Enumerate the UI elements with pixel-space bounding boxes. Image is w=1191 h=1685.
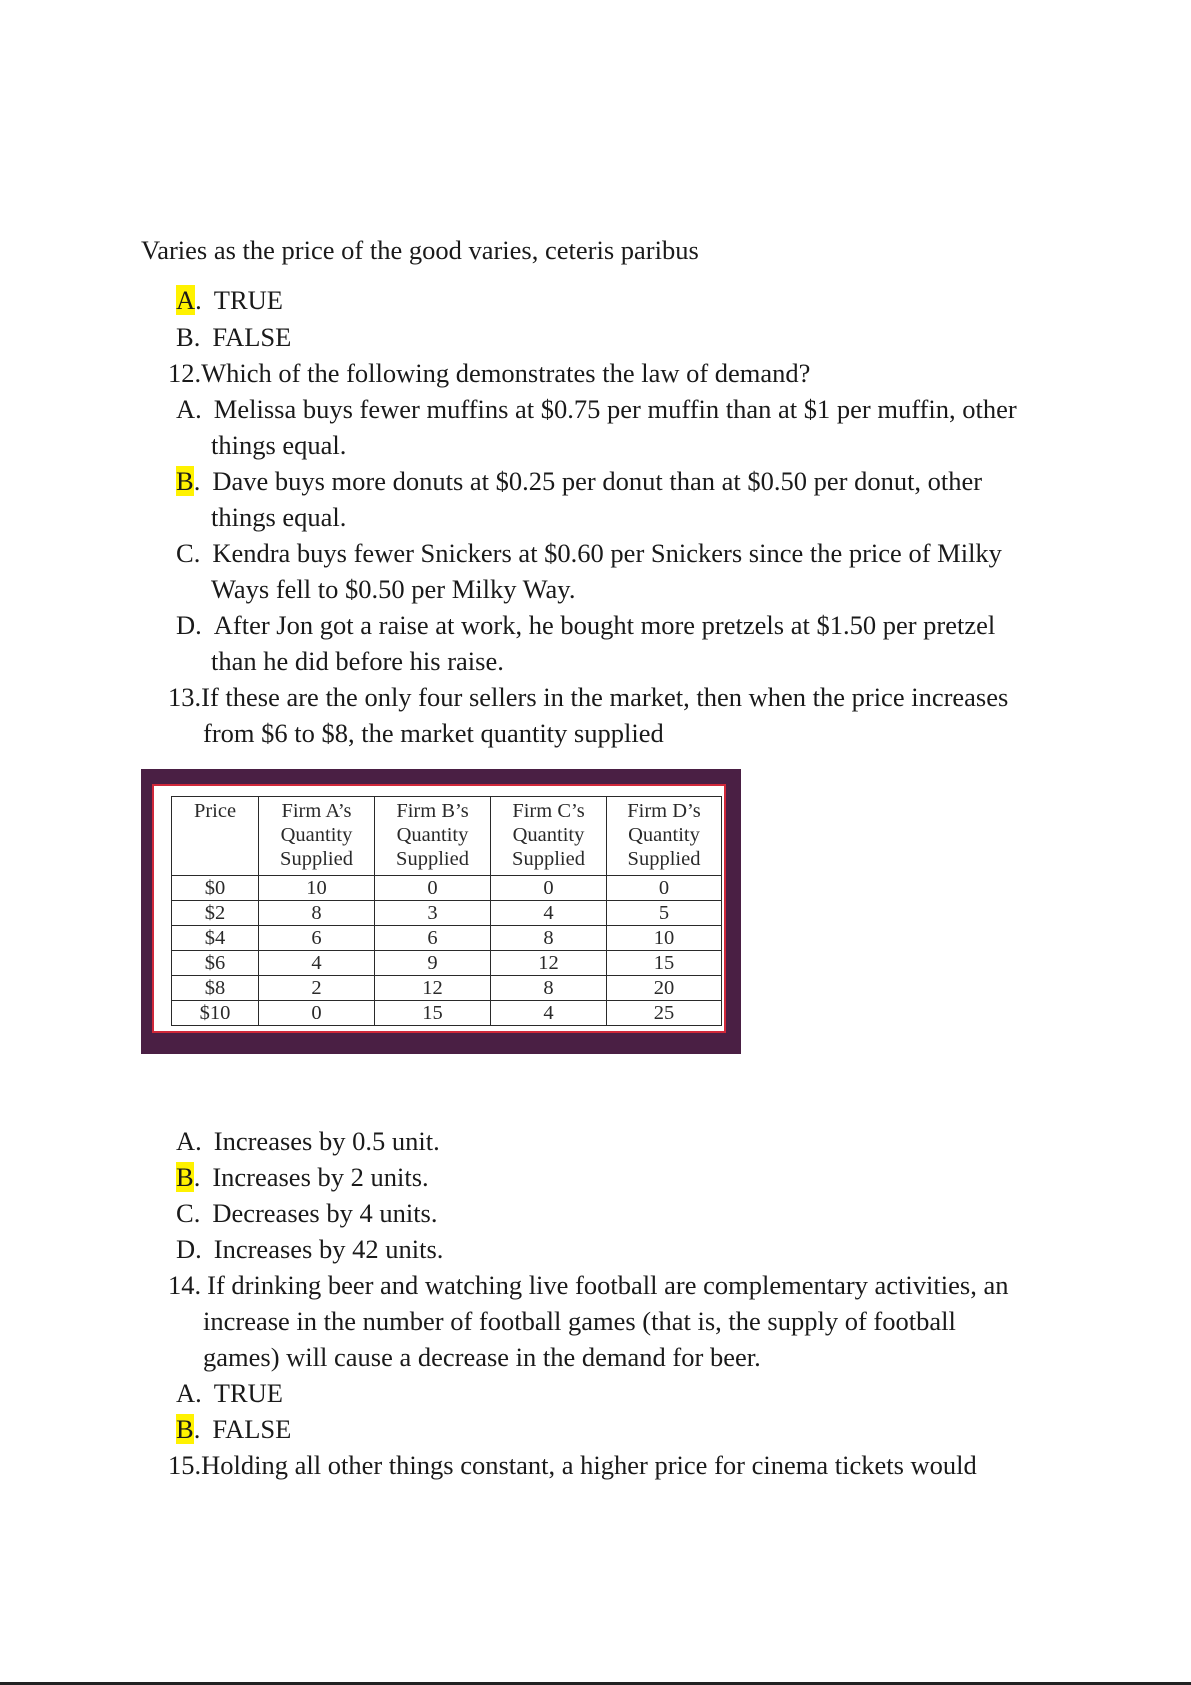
quantity-cell: 4 [491,1001,607,1026]
supply-table-frame [141,769,741,1054]
quantity-cell: 8 [491,926,607,951]
quantity-cell: 0 [375,876,491,901]
quantity-cell: 4 [491,901,607,926]
q12-option-a[interactable] [176,392,1017,426]
option-text: After Jon got a raise at work, he bought more pretzels at $1.50 per pretzel [213,610,996,640]
quantity-cell: 25 [607,1001,722,1026]
quantity-cell: 12 [375,976,491,1001]
quantity-cell: 2 [259,976,375,1001]
q13-option-b[interactable] [176,1160,429,1194]
option-letter: A [176,1378,196,1408]
option-separator: . [195,1378,202,1408]
q12-option-a-cont: things equal. [211,430,347,460]
option-separator: . [195,394,202,424]
option-text: Decreases by 4 units. [212,1198,438,1228]
answer-highlight: A [176,285,196,315]
q14-question-cont-2: games) will cause a decrease in the demand for beer. [203,1342,761,1372]
quantity-cell: 8 [491,976,607,1001]
quantity-cell: 10 [259,876,375,901]
quantity-cell: 15 [375,1001,491,1026]
option-separator: . [193,1414,201,1444]
option-separator: . [195,285,202,315]
q13-option-d[interactable] [176,1232,443,1266]
q12-option-c[interactable] [176,536,1002,570]
quantity-cell: 20 [607,976,722,1001]
q13-option-a[interactable] [176,1124,440,1158]
q11-option-b[interactable] [176,320,291,354]
header-firm-b: Firm B’s Quantity Supplied [375,797,491,876]
q12-option-d-cont: than he did before his raise. [211,646,504,676]
option-letter: D [176,1234,196,1264]
option-separator: . [195,1126,202,1156]
option-separator: . [193,538,201,568]
q15-question [168,1448,977,1482]
price-cell: $2 [172,901,259,926]
price-cell: $8 [172,976,259,1001]
option-separator: . [193,1162,201,1192]
quantity-cell: 12 [491,951,607,976]
q12-option-c-cont: Ways fell to $0.50 per Milky Way. [211,574,576,604]
option-letter: A [176,1126,196,1156]
table-row [172,876,722,901]
option-separator: . [195,1234,202,1264]
price-cell: $4 [172,926,259,951]
option-separator: . [195,610,202,640]
price-cell: $0 [172,876,259,901]
question-text: If these are the only four sellers in the market, then when the price increases [201,682,1009,712]
question-number: 13. [168,682,202,712]
header-firm-c: Firm C’s Quantity Supplied [491,797,607,876]
supply-table-panel [152,784,726,1033]
option-separator: . [193,1198,201,1228]
option-separator: . [193,466,201,496]
q13-question [168,680,1008,714]
option-letter: C [176,538,194,568]
question-text: Holding all other things constant, a higher price for cinema tickets would [201,1450,977,1480]
quantity-cell: 10 [607,926,722,951]
quantity-cell: 4 [259,951,375,976]
q14-option-a[interactable] [176,1376,283,1410]
q14-option-b[interactable] [176,1412,291,1446]
option-text: TRUE [213,285,283,315]
quantity-cell: 3 [375,901,491,926]
q13-option-c[interactable] [176,1196,438,1230]
q11-option-a[interactable] [176,283,283,317]
quantity-cell: 6 [259,926,375,951]
question-number: 14. [168,1270,202,1300]
option-letter: A [176,394,196,424]
intro-line: Varies as the price of the good varies, ceteris paribus [141,235,699,265]
option-separator: . [193,322,201,352]
question-text: If drinking beer and watching live football are complementary activities, an [207,1270,1009,1300]
price-cell: $6 [172,951,259,976]
q12-question [168,356,810,390]
question-number: 12. [168,358,202,388]
quantity-cell: 9 [375,951,491,976]
q12-option-d[interactable] [176,608,995,642]
quantity-cell: 15 [607,951,722,976]
header-price: Price [172,797,259,876]
option-text: Increases by 2 units. [212,1162,429,1192]
quantity-cell: 0 [491,876,607,901]
option-text: FALSE [212,322,292,352]
q14-question-cont-1: increase in the number of football games (that is, the supply of football [203,1306,956,1336]
answer-highlight: B [176,466,194,496]
quantity-cell: 5 [607,901,722,926]
option-text: Kendra buys fewer Snickers at $0.60 per Snickers since the price of Milky [212,538,1002,568]
header-firm-a: Firm A’s Quantity Supplied [259,797,375,876]
quantity-cell: 6 [375,926,491,951]
q12-option-b-cont: things equal. [211,502,347,532]
question-number: 15. [168,1450,202,1480]
option-letter: D [176,610,196,640]
option-text: Increases by 42 units. [213,1234,444,1264]
q13-question-cont: from $6 to $8, the market quantity supplied [203,718,664,748]
header-firm-d: Firm D’s Quantity Supplied [607,797,722,876]
table-row [172,976,722,1001]
option-text: TRUE [213,1378,283,1408]
table-row [172,926,722,951]
q12-option-b[interactable] [176,464,982,498]
table-row [172,901,722,926]
option-text: FALSE [212,1414,292,1444]
supply-table [171,796,722,1026]
option-text: Melissa buys fewer muffins at $0.75 per muffin than at $1 per muffin, other [213,394,1017,424]
table-header-row [172,797,722,876]
answer-highlight: B [176,1414,194,1444]
q14-question [168,1268,1008,1302]
option-letter: C [176,1198,194,1228]
option-text: Increases by 0.5 unit. [213,1126,440,1156]
quantity-cell: 0 [607,876,722,901]
option-letter: B [176,322,194,352]
table-row [172,1001,722,1026]
quantity-cell: 8 [259,901,375,926]
answer-highlight: B [176,1162,194,1192]
question-text: Which of the following demonstrates the law of demand? [201,358,811,388]
quantity-cell: 0 [259,1001,375,1026]
option-text: Dave buys more donuts at $0.25 per donut than at $0.50 per donut, other [212,466,983,496]
price-cell: $10 [172,1001,259,1026]
table-row [172,951,722,976]
